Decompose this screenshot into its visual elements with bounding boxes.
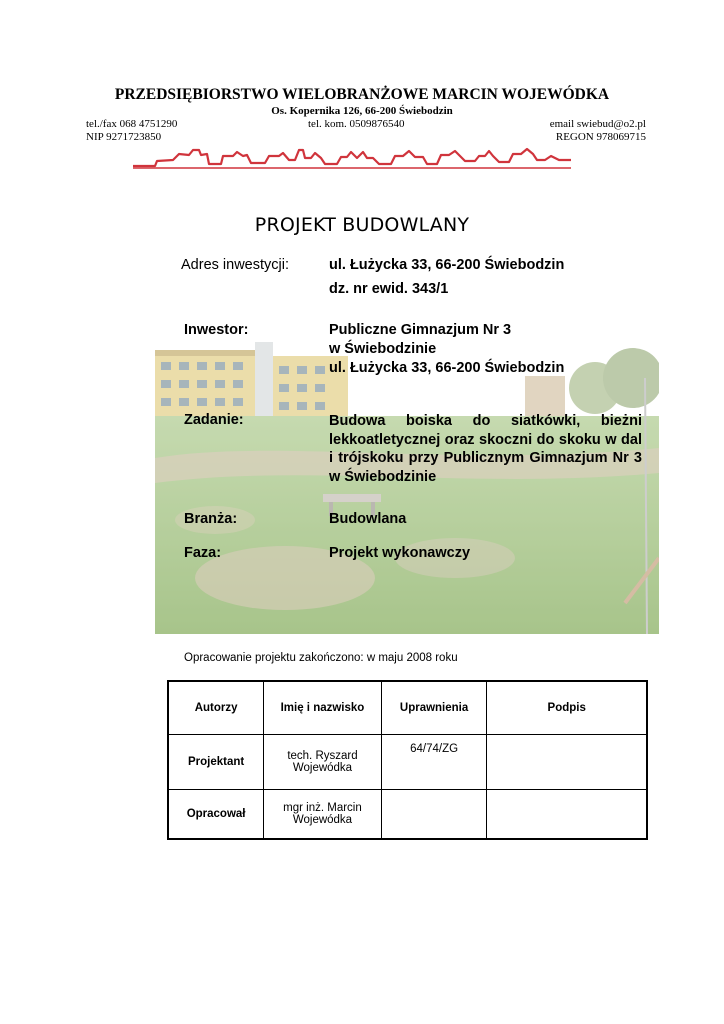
investment-address-label: Adres inwestycji: bbox=[181, 257, 289, 273]
rights-cell: 64/74/ZG bbox=[381, 735, 487, 790]
phase-label: Faza: bbox=[184, 545, 222, 561]
header-authors: Autorzy bbox=[168, 681, 264, 735]
name-line: Wojewódka bbox=[292, 814, 353, 826]
regon: REGON 978069715 bbox=[555, 131, 646, 143]
header-name: Imię i nazwisko bbox=[264, 681, 382, 735]
completion-note: Opracowanie projektu zakończono: w maju 2008 roku bbox=[184, 652, 458, 664]
role-cell: Projektant bbox=[168, 735, 264, 790]
header-rights: Uprawnienia bbox=[381, 681, 487, 735]
name-line: mgr inż. Marcin bbox=[283, 802, 362, 814]
page-title: PROJEKT BUDOWLANY bbox=[254, 214, 470, 236]
branch-value: Budowlana bbox=[329, 511, 407, 527]
authors-table bbox=[167, 680, 648, 840]
name-cell bbox=[264, 790, 382, 840]
branch-label: Branża: bbox=[184, 511, 238, 527]
name-line: tech. Ryszard bbox=[287, 750, 358, 762]
signature-cell bbox=[487, 735, 647, 790]
skyline-logo-icon bbox=[133, 146, 571, 172]
company-address: Os. Kopernika 126, 66-200 Świebodzin bbox=[271, 105, 453, 117]
company-name: PRZEDSIĘBIORSTWO WIELOBRANŻOWE MARCIN WOJEWÓDKA bbox=[114, 86, 610, 103]
name-cell bbox=[264, 735, 382, 790]
phase-value: Projekt wykonawczy bbox=[329, 545, 471, 561]
tel-fax: tel./fax 068 4751290 bbox=[86, 118, 178, 130]
nip: NIP 9271723850 bbox=[86, 131, 162, 143]
investor-line3: ul. Łużycka 33, 66-200 Świebodzin bbox=[329, 360, 565, 376]
task-description: Budowa boiska do siatkówki, bieżni lekkoatletycznej oraz skoczni do skoku w dal i trójskoku przy Publicznym Gimnazjum Nr 3 w Świebodzinie bbox=[329, 413, 642, 485]
table-row bbox=[168, 790, 647, 840]
investor-label: Inwestor: bbox=[184, 322, 249, 338]
investor-line2: w Świebodzinie bbox=[329, 341, 437, 357]
investment-address-line2: dz. nr ewid. 343/1 bbox=[329, 281, 449, 297]
investment-address-line1: ul. Łużycka 33, 66-200 Świebodzin bbox=[329, 257, 565, 273]
name-line: Wojewódka bbox=[292, 762, 353, 774]
role-cell: Opracował bbox=[168, 790, 264, 840]
tel-kom: tel. kom. 0509876540 bbox=[308, 118, 405, 130]
task-label: Zadanie: bbox=[184, 412, 244, 428]
table-header-row bbox=[168, 681, 647, 735]
table-row bbox=[168, 735, 647, 790]
signature-cell bbox=[487, 790, 647, 840]
email: email swiebud@o2.pl bbox=[549, 118, 646, 130]
investor-line1: Publiczne Gimnazjum Nr 3 bbox=[329, 322, 512, 338]
rights-cell bbox=[381, 790, 487, 840]
header-signature: Podpis bbox=[487, 681, 647, 735]
